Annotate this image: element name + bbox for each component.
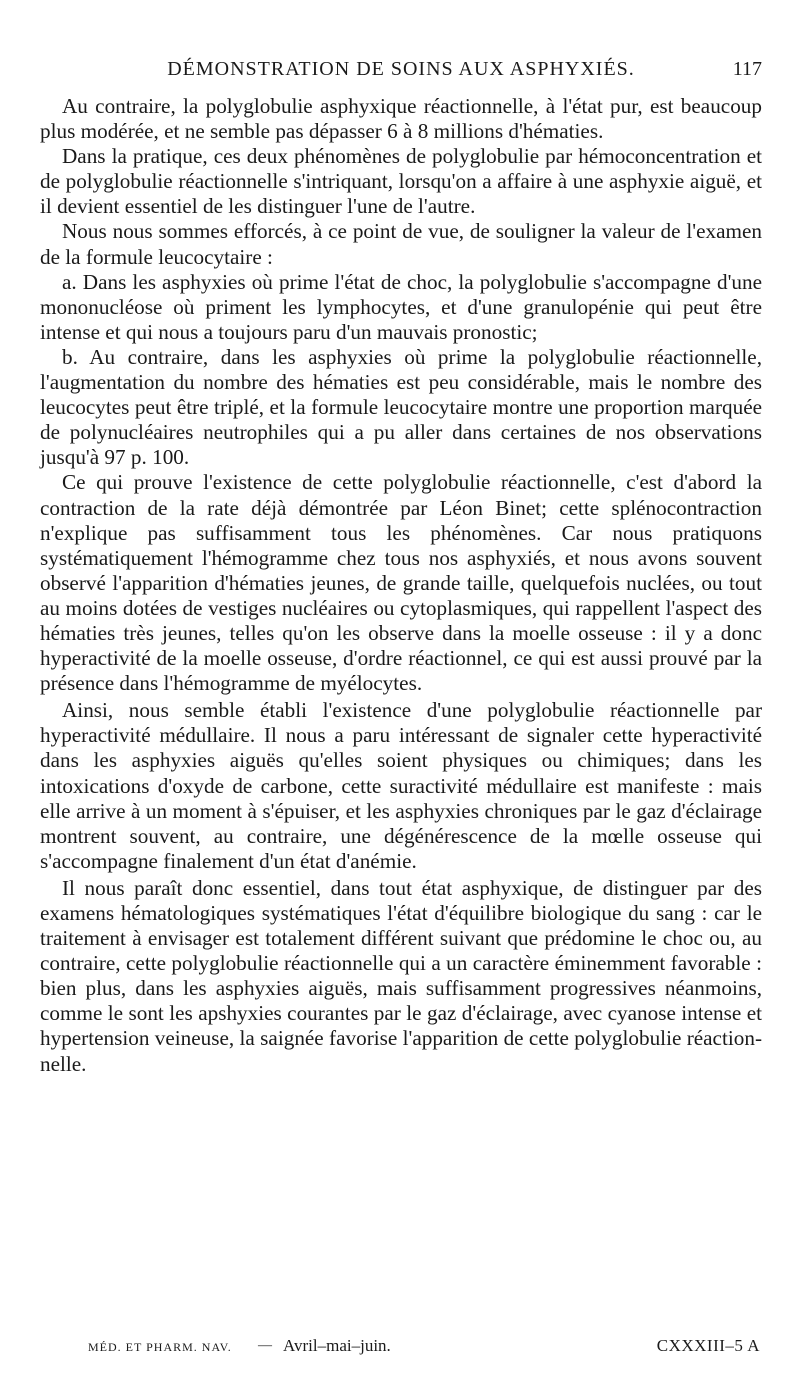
signature-mark: CXXXIII–5 A	[656, 1336, 760, 1355]
paragraph-list-item-b: b. Au contraire, dans les asphyxies où prime la polyglobulie réactionnelle, l'augmentation du nombre des hématies est peu considérable, mais le nombre des leucocytes peut être triplé, et la formule leucocytaire montre une proportion marquée de polynucléaires neutrophiles qui a pu aller dans certaines de nos observations jusqu'à 97 p. 100.	[40, 344, 762, 470]
issue-date: Avril–mai–juin.	[283, 1336, 391, 1355]
page-footer	[88, 1336, 760, 1364]
paragraph: Il nous paraît donc essentiel, dans tout état asphyxique, de distinguer par des examens hématologiques systématiques l'état d'équilibre biologique du sang : car le traitement à envisager est totalement différent suivant que prédomine le choc ou, au contraire, cette polyglobulie réactionnelle qui a un caractère éminemment favorable : bien plus, dans les asphyxies aiguës, mais suffisamment progressives néanmoins, comme le sont les apshyxies courantes par le gaz d'éclairage, avec cyanose intense et hypertension veineuse, la saignée favorise l'apparition de cette polyglobulie réactionnelle.	[40, 875, 762, 1076]
body-text	[40, 94, 762, 1077]
paragraph: Ainsi, nous semble établi l'existence d'une polyglobulie réactionnelle par hyperactivité médullaire. Il nous a paru intéressant de signaler cette hyperactivité dans les asphyxies aiguës qu'elles soient physiques ou chimiques; dans les intoxications d'oxyde de carbone, cette suractivité médullaire est manifeste : mais elle arrive à un moment à s'épuiser, et les asphyxies chroniques par le gaz d'éclairage montrent souvent, au contraire, une dégénérescence de la mœlle osseuse qui s'accompagne finalement d'un état d'anémie.	[40, 698, 762, 873]
paragraph: Au contraire, la polyglobulie asphyxique réactionnelle, à l'état pur, est beaucoup plus modérée, et ne semble pas dépasser 6 à 8 millions d'hématies.	[40, 94, 762, 144]
paragraph: Nous nous sommes efforcés, à ce point de vue, de souligner la valeur de l'examen de la formule leucocytaire :	[40, 219, 762, 269]
running-head	[40, 58, 762, 88]
paragraph: Dans la pratique, ces deux phénomènes de polyglobulie par hémoconcentration et de polyglobulie réactionnelle s'intriquant, lorsqu'on a affaire à une asphyxie aiguë, et il devient essentiel de les distinguer l'une de l'autre.	[40, 144, 762, 219]
paragraph-list-item-a: a. Dans les asphyxies où prime l'état de choc, la polyglobulie s'accompagne d'une mononucléose où priment les lymphocytes, et d'une granulopénie qui peut être intense et qui nous a toujours paru d'un mauvais pronostic;	[40, 269, 762, 344]
running-title: DÉMONSTRATION DE SOINS AUX ASPHYXIÉS.	[167, 58, 635, 80]
paragraph: Ce qui prouve l'existence de cette polyglobulie réactionnelle, c'est d'abord la contraction de la rate déjà démontrée par Léon Binet; cette splénocontraction n'explique pas suffisamment tous les phénomènes. Car nous pratiquons systématiquement l'hémogramme chez tous nos asphyxiés, et nous avons souvent observé l'apparition d'hématies jeunes, de grande taille, quelquefois nuclées, ou tout au moins dotées de vestiges nucléaires ou cytoplasmiques, qui rappellent l'aspect des hématies très jeunes, telles qu'on les observe dans la moelle osseuse : il y a donc hyperactivité de la moelle osseuse, d'ordre réactionnel, ce qui est aussi prouvé par la présence dans l'hémogramme de myélocytes.	[40, 470, 762, 696]
page-number: 117	[732, 58, 762, 80]
journal-name: MÉD. ET PHARM. NAV.	[88, 1340, 232, 1354]
footer-dash: —	[258, 1338, 272, 1353]
